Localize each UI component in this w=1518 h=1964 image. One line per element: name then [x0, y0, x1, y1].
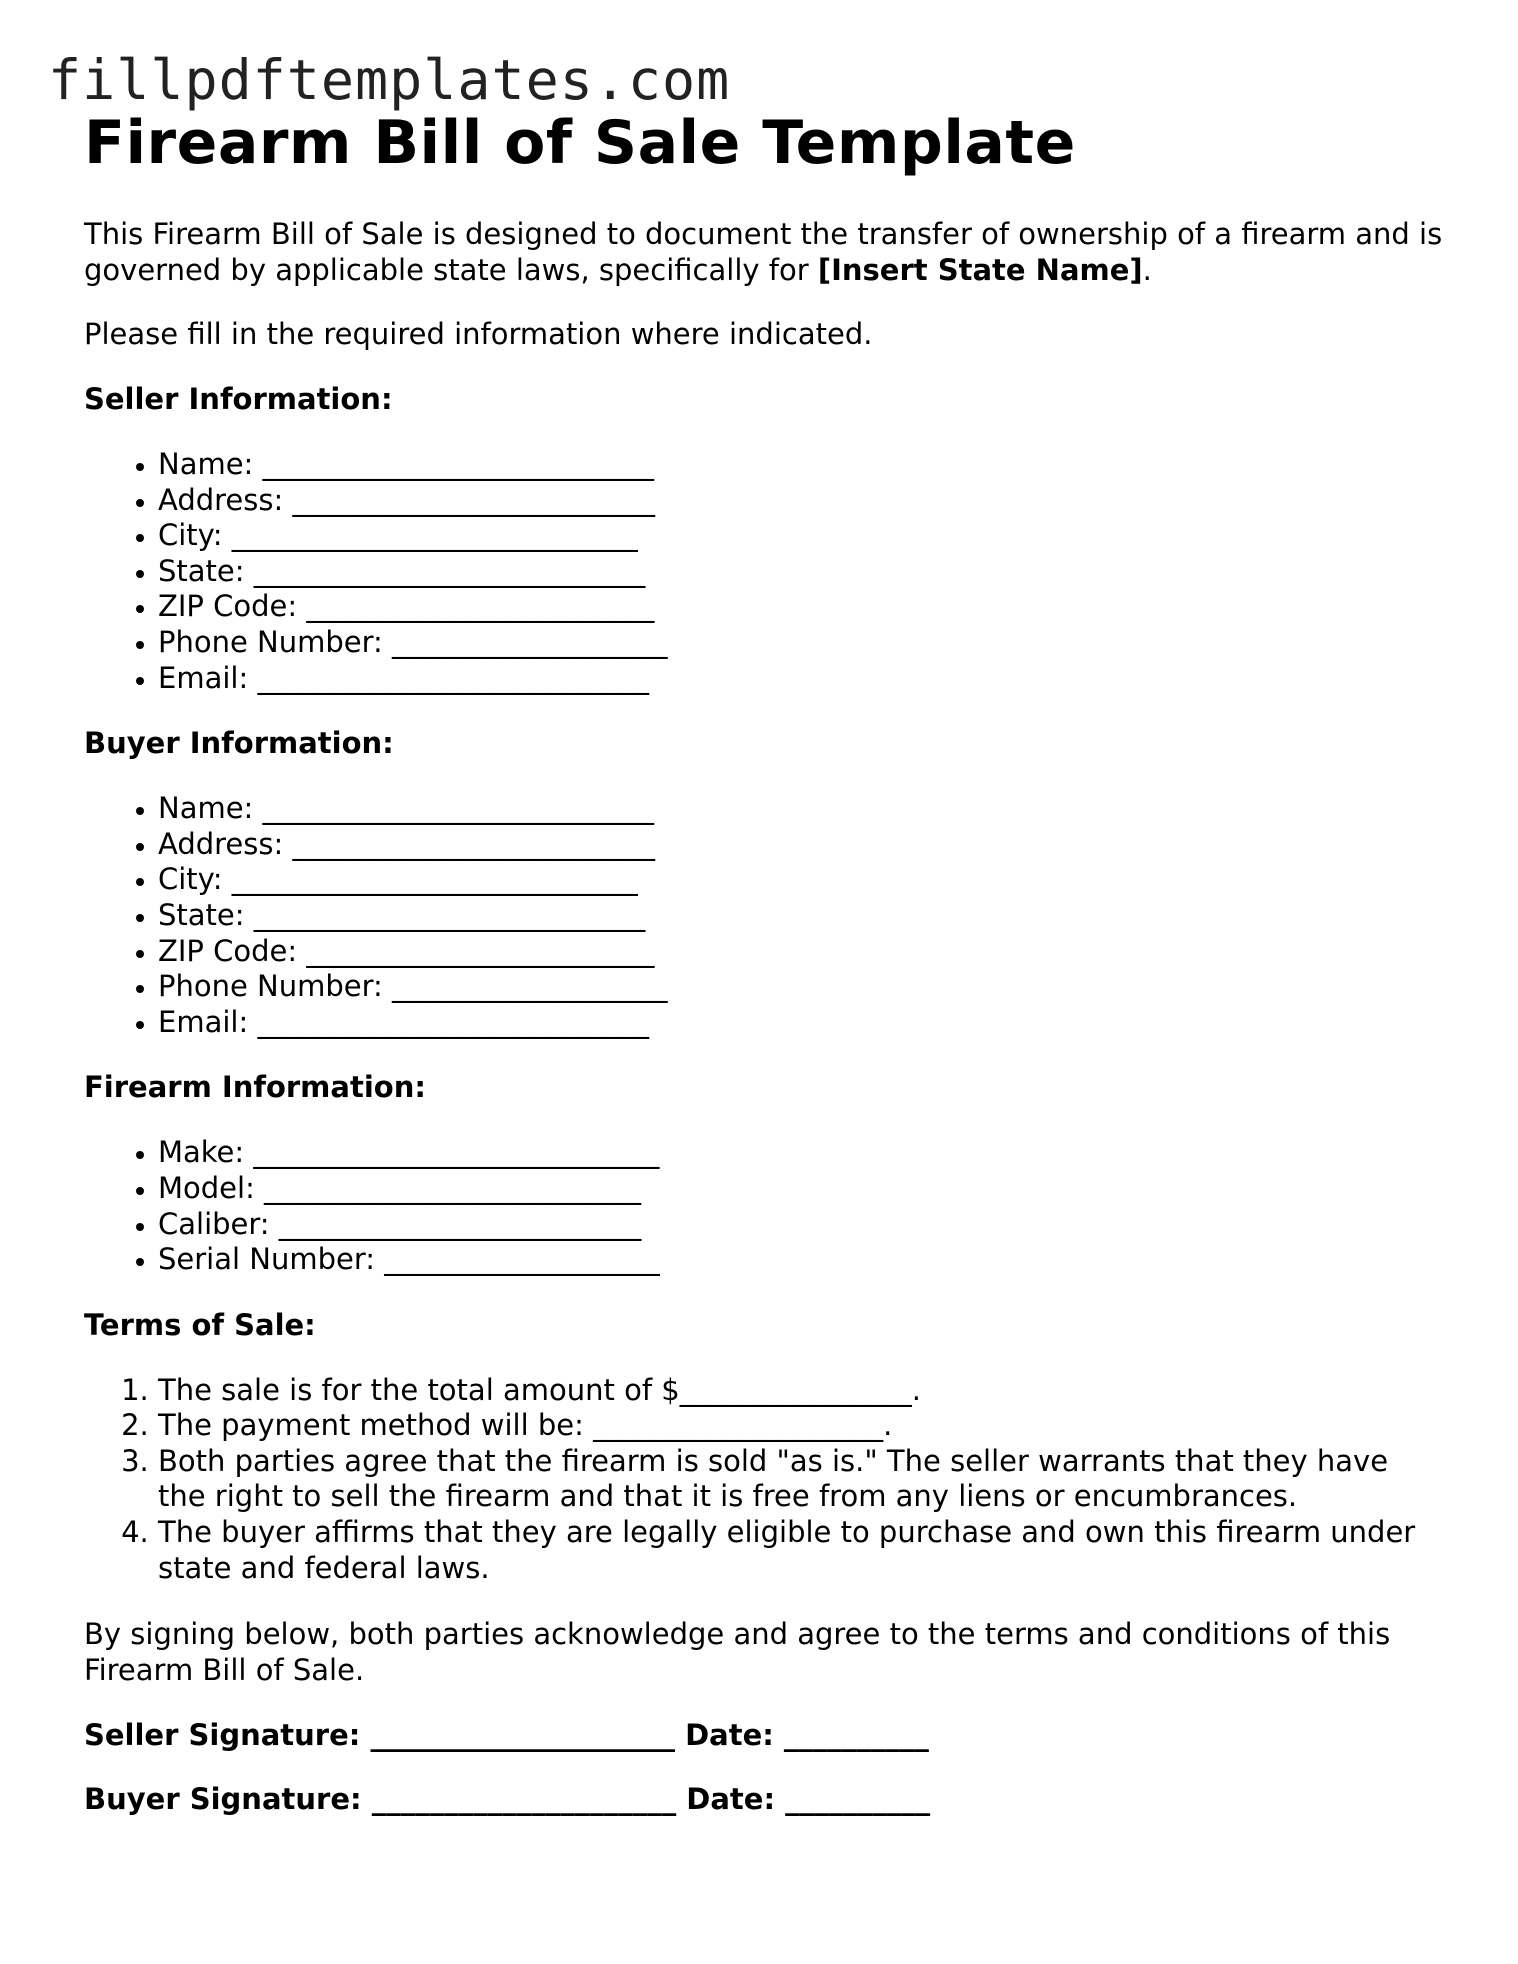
intro-end: . — [1142, 253, 1152, 287]
terms-item-as-is: 3. Both parties agree that the firearm is sold "as is." The seller warrants that they have the right to sell the firearm and that it is free from any liens or encumbrances. — [158, 1444, 1444, 1515]
seller-zip-field: • ZIP Code: ________________________ — [158, 589, 1444, 625]
terms-list — [84, 1373, 1444, 1587]
seller-address-field: • Address: _________________________ — [158, 483, 1444, 519]
buyer-state-field: • State: ___________________________ — [158, 898, 1444, 934]
terms-item-payment: 2. The payment method will be: ____________________. — [158, 1408, 1444, 1444]
seller-state-field: • State: ___________________________ — [158, 554, 1444, 590]
seller-name-field: • Name: ___________________________ — [158, 447, 1444, 483]
buyer-phone-field: • Phone Number: ___________________ — [158, 969, 1444, 1005]
closing-paragraph: By signing below, both parties acknowledge and agree to the terms and conditions of this Firearm Bill of Sale. — [84, 1617, 1391, 1688]
buyer-address-field: • Address: _________________________ — [158, 827, 1444, 863]
firearm-heading: Firearm Information: — [84, 1070, 426, 1105]
terms-item-eligibility: 4. The buyer affirms that they are legally eligible to purchase and own this firearm under state and federal laws. — [158, 1515, 1444, 1586]
buyer-name-field: • Name: ___________________________ — [158, 791, 1444, 827]
seller-signature-line: Seller Signature: _____________________ Date: __________ — [84, 1718, 929, 1753]
firearm-make-field: • Make: ____________________________ — [158, 1135, 1444, 1171]
watermark: fillpdftemplates.com — [48, 48, 731, 112]
seller-fields — [84, 447, 1444, 696]
intro-paragraph — [84, 216, 1444, 288]
buyer-signature-line: Buyer Signature: _____________________ Date: __________ — [84, 1782, 931, 1817]
terms-item-amount: 1. The sale is for the total amount of $________________. — [158, 1373, 1444, 1409]
firearm-model-field: • Model: __________________________ — [158, 1171, 1444, 1207]
page-title: Firearm Bill of Sale Template — [84, 108, 1076, 178]
firearm-fields — [84, 1135, 1444, 1277]
seller-phone-field: • Phone Number: ___________________ — [158, 625, 1444, 661]
seller-heading: Seller Information: — [84, 382, 393, 416]
buyer-zip-field: • ZIP Code: ________________________ — [158, 934, 1444, 970]
document — [84, 100, 1444, 1817]
instructions: Please fill in the required information where indicated. — [84, 317, 873, 351]
intro-text: This Firearm Bill of Sale is designed to document the transfer of ownership of a firearm and is governed by applicable state laws, specifically for — [84, 217, 1443, 287]
firearm-caliber-field: • Caliber: _________________________ — [158, 1207, 1444, 1243]
state-name-placeholder: [Insert State Name] — [817, 253, 1143, 287]
buyer-heading: Buyer Information: — [84, 726, 394, 761]
buyer-city-field: • City: ____________________________ — [158, 862, 1444, 898]
seller-email-field: • Email: ___________________________ — [158, 661, 1444, 697]
seller-city-field: • City: ____________________________ — [158, 518, 1444, 554]
firearm-serial-field: • Serial Number: ___________________ — [158, 1242, 1444, 1278]
terms-heading: Terms of Sale: — [84, 1307, 316, 1342]
buyer-email-field: • Email: ___________________________ — [158, 1005, 1444, 1041]
buyer-fields — [84, 791, 1444, 1040]
